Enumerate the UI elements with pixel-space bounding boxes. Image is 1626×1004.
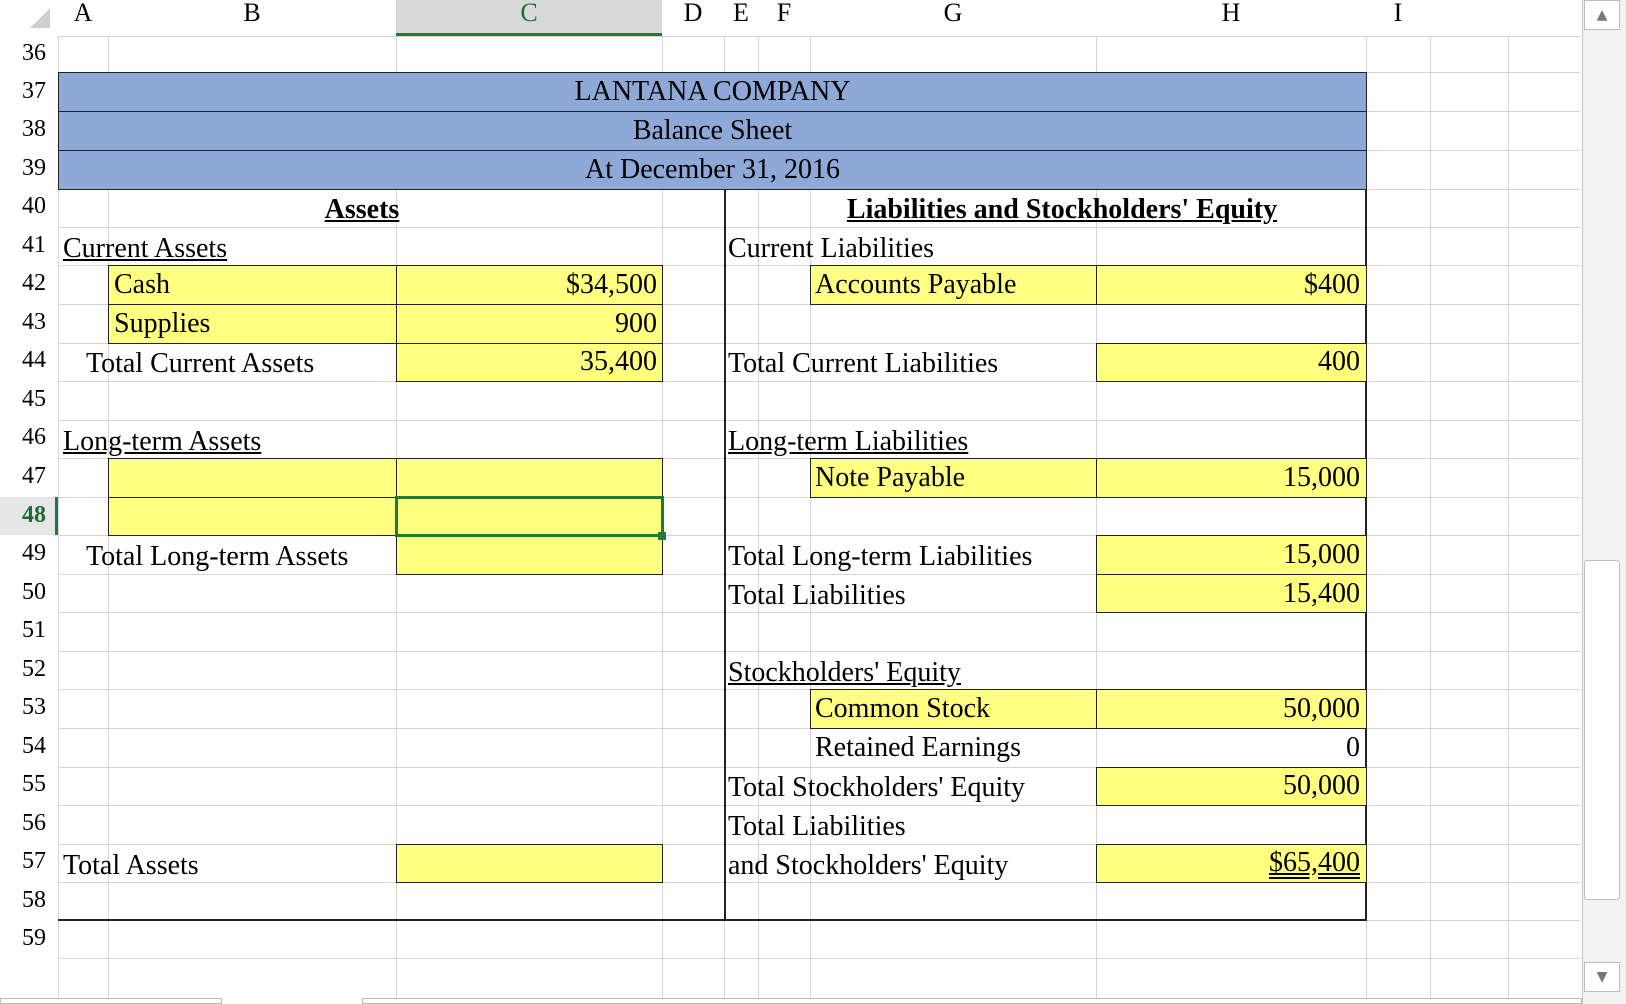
company-name: LANTANA COMPANY bbox=[574, 76, 851, 107]
column-header-d[interactable]: D bbox=[662, 0, 724, 36]
total-le-label-line2: and Stockholders' Equity bbox=[728, 850, 1009, 881]
accounts-payable-value: $400 bbox=[1304, 269, 1360, 300]
stockholders-equity-heading: Stockholders' Equity bbox=[728, 657, 961, 688]
scroll-up-button[interactable] bbox=[1584, 0, 1620, 30]
row-header[interactable]: 47 bbox=[22, 463, 46, 489]
gridline bbox=[58, 420, 1580, 421]
select-all-icon bbox=[30, 8, 50, 28]
column-header-c[interactable]: C bbox=[396, 0, 662, 36]
total-se-value: 50,000 bbox=[1283, 770, 1360, 801]
column-header-h[interactable]: H bbox=[1096, 0, 1366, 36]
total-longterm-assets-cell[interactable] bbox=[396, 535, 663, 575]
cash-value: $34,500 bbox=[566, 269, 657, 300]
sheet-tab-area[interactable] bbox=[0, 998, 222, 1004]
row-header[interactable]: 52 bbox=[22, 656, 46, 682]
total-longterm-liabilities-value: 15,000 bbox=[1283, 539, 1360, 570]
total-longterm-assets-label: Total Long-term Assets bbox=[86, 541, 349, 572]
longterm-asset-1-label-cell[interactable] bbox=[108, 458, 397, 498]
row-header[interactable]: 53 bbox=[22, 694, 46, 720]
statement-title: Balance Sheet bbox=[632, 115, 793, 146]
row-header[interactable]: 42 bbox=[22, 270, 46, 296]
scrollbar-thumb[interactable] bbox=[1584, 560, 1620, 900]
total-se-label: Total Stockholders' Equity bbox=[728, 772, 1026, 803]
total-current-liabilities-value: 400 bbox=[1318, 346, 1360, 377]
row-header[interactable]: 58 bbox=[22, 887, 46, 913]
cash-label: Cash bbox=[114, 269, 170, 300]
row-header[interactable]: 38 bbox=[22, 116, 46, 142]
liabilities-equity-heading: Liabilities and Stockholders' Equity bbox=[846, 194, 1278, 225]
row-header[interactable]: 41 bbox=[22, 232, 46, 258]
row-header[interactable]: 44 bbox=[22, 347, 46, 373]
assets-heading: Assets bbox=[324, 194, 400, 225]
row-header-selected[interactable]: 48 bbox=[0, 497, 58, 535]
column-header-b[interactable]: B bbox=[108, 0, 396, 36]
column-header-f[interactable]: F bbox=[758, 0, 810, 36]
column-header-g[interactable]: G bbox=[810, 0, 1096, 36]
active-cell-selection[interactable] bbox=[395, 496, 664, 537]
total-assets-cell[interactable] bbox=[396, 844, 663, 883]
supplies-label: Supplies bbox=[114, 308, 211, 339]
gridline bbox=[1430, 36, 1431, 1004]
triangle-up-icon: ▲ bbox=[1596, 7, 1608, 23]
total-current-assets-label: Total Current Assets bbox=[86, 348, 315, 379]
longterm-assets-heading: Long-term Assets bbox=[63, 426, 262, 457]
total-current-liabilities-label: Total Current Liabilities bbox=[728, 348, 999, 379]
row-header[interactable]: 39 bbox=[22, 155, 46, 181]
gridline bbox=[58, 227, 1580, 228]
gridline bbox=[58, 651, 1580, 652]
column-header-a[interactable]: A bbox=[58, 0, 108, 36]
supplies-value: 900 bbox=[615, 308, 657, 339]
row-header[interactable]: 36 bbox=[22, 40, 46, 66]
column-header-e[interactable]: E bbox=[724, 0, 758, 36]
row-header[interactable]: 46 bbox=[22, 424, 46, 450]
total-le-label-line1: Total Liabilities bbox=[728, 811, 906, 842]
total-current-assets-value: 35,400 bbox=[580, 346, 657, 377]
scroll-down-button[interactable] bbox=[1584, 962, 1620, 992]
row-header[interactable]: 57 bbox=[22, 848, 46, 874]
row-header[interactable]: 55 bbox=[22, 771, 46, 797]
longterm-asset-2-label-cell[interactable] bbox=[108, 497, 397, 536]
common-stock-value: 50,000 bbox=[1283, 693, 1360, 724]
gridline bbox=[58, 36, 1580, 37]
statement-date: At December 31, 2016 bbox=[584, 154, 841, 185]
triangle-down-icon: ▼ bbox=[1596, 969, 1608, 985]
row-header[interactable]: 50 bbox=[22, 579, 46, 605]
accounts-payable-label: Accounts Payable bbox=[815, 269, 1017, 300]
center-divider bbox=[724, 189, 726, 921]
note-payable-value: 15,000 bbox=[1283, 462, 1360, 493]
row-header[interactable]: 59 bbox=[22, 925, 46, 951]
gridline bbox=[58, 958, 1580, 959]
current-liabilities-heading: Current Liabilities bbox=[728, 233, 935, 264]
retained-earnings-value: 0 bbox=[1346, 732, 1360, 763]
gridline bbox=[1508, 36, 1509, 1004]
select-all-corner[interactable] bbox=[0, 0, 58, 36]
row-header[interactable]: 49 bbox=[22, 540, 46, 566]
row-header[interactable]: 40 bbox=[22, 193, 46, 219]
total-assets-label: Total Assets bbox=[63, 850, 199, 881]
fill-handle[interactable] bbox=[658, 532, 666, 540]
horizontal-scrollbar[interactable] bbox=[362, 998, 1582, 1004]
total-liabilities-label: Total Liabilities bbox=[728, 580, 906, 611]
note-payable-label: Note Payable bbox=[815, 462, 966, 493]
row-header[interactable]: 43 bbox=[22, 309, 46, 335]
row-header[interactable]: 54 bbox=[22, 733, 46, 759]
retained-earnings-label: Retained Earnings bbox=[815, 732, 1022, 763]
current-assets-heading: Current Assets bbox=[63, 233, 228, 264]
common-stock-label: Common Stock bbox=[815, 693, 991, 724]
total-longterm-liabilities-label: Total Long-term Liabilities bbox=[728, 541, 1033, 572]
bottom-border bbox=[58, 919, 1367, 921]
total-le-value: $65,400 bbox=[1269, 847, 1360, 878]
row-header[interactable]: 37 bbox=[22, 78, 46, 104]
longterm-asset-1-value-cell[interactable] bbox=[396, 458, 663, 498]
longterm-liabilities-heading: Long-term Liabilities bbox=[728, 426, 969, 457]
column-header-i[interactable]: I bbox=[1366, 0, 1430, 36]
total-liabilities-value: 15,400 bbox=[1283, 578, 1360, 609]
row-header[interactable]: 45 bbox=[22, 386, 46, 412]
row-header[interactable]: 51 bbox=[22, 617, 46, 643]
row-header[interactable]: 56 bbox=[22, 810, 46, 836]
